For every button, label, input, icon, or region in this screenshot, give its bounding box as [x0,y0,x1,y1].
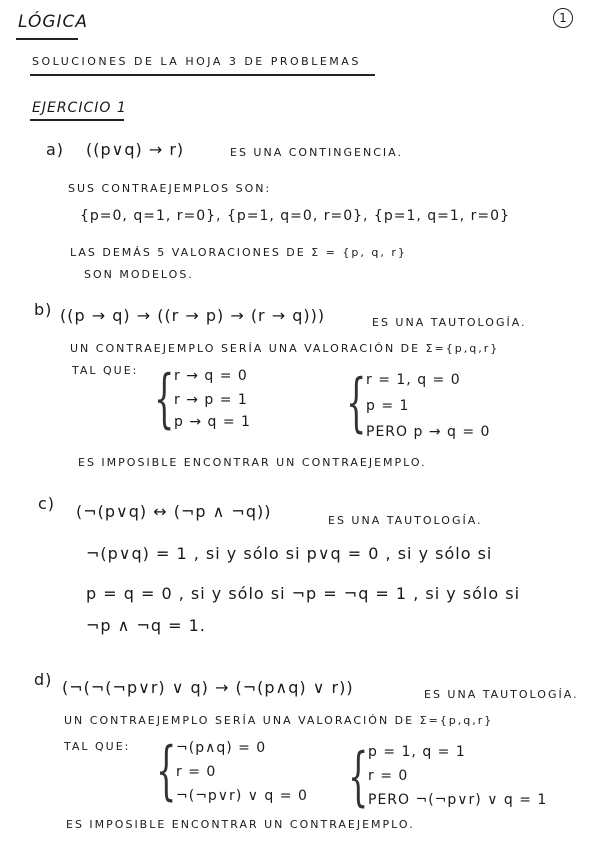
item-d-verdict: ES UNA TAUTOLOGÍA. [424,688,579,701]
item-a-label: a) [46,140,65,159]
item-c-label: c) [38,494,56,513]
item-b-verdict: ES UNA TAUTOLOGÍA. [372,316,527,329]
item-d-right-cond: r = 0 [368,768,409,784]
item-d-left-cond: r = 0 [176,764,217,780]
item-d-conclusion: ES IMPOSIBLE ENCONTRAR UN CONTRAEJEMPLO. [66,818,415,831]
item-a-remaining-valuations: LAS DEMÁS 5 VALORACIONES DE Σ = {p, q, r} [70,246,407,259]
item-b-counterexample-intro: UN CONTRAEJEMPLO SERÍA UNA VALORACIÓN DE Σ={p,q,r} [70,342,500,355]
item-b-conclusion: ES IMPOSIBLE ENCONTRAR UN CONTRAEJEMPLO. [78,456,427,469]
item-c-verdict: ES UNA TAUTOLOGÍA. [328,514,483,527]
item-d-left-cond: ¬(p∧q) = 0 [176,740,267,756]
item-d-formula: (¬(¬(¬p∨r) ∨ q) → (¬(p∧q) ∨ r)) [62,678,354,697]
item-d-left-brace: { [156,734,177,808]
item-a-models: SON MODELOS. [84,268,194,281]
item-a-counterexamples: {p=0, q=1, r=0}, {p=1, q=0, r=0}, {p=1, q=1, r=0} [80,208,510,224]
item-b-right-brace: { [346,366,367,440]
item-d-left-cond: ¬(¬p∨r) ∨ q = 0 [176,788,308,804]
item-b-left-brace: { [154,362,175,436]
subtitle-underline [30,74,375,76]
item-a-counterexamples-intro: SUS CONTRAEJEMPLOS SON: [68,182,272,195]
exercise-heading: EJERCICIO 1 [32,100,127,116]
item-b-formula: ((p → q) → ((r → p) → (r → q))) [60,306,326,325]
item-b-left-cond: p → q = 1 [174,414,251,430]
item-d-label: d) [34,670,53,689]
item-b-left-cond: r → p = 1 [174,392,248,408]
item-d-such-that: TAL QUE: [64,740,131,753]
page-title: LÓGICA [18,12,89,32]
item-d-right-cond: PERO ¬(¬p∨r) ∨ q = 1 [368,792,548,808]
exercise-underline [30,119,124,121]
item-b-right-cond: p = 1 [366,398,410,414]
sheet-subtitle: SOLUCIONES DE LA HOJA 3 DE PROBLEMAS [32,55,361,68]
item-a-formula: ((p∨q) → r) [86,140,185,159]
item-b-right-cond: r = 1, q = 0 [366,372,461,388]
item-c-formula: (¬(p∨q) ↔ (¬p ∧ ¬q)) [76,502,272,521]
item-a-verdict: ES UNA CONTINGENCIA. [230,146,403,159]
item-b-label: b) [34,300,53,319]
item-c-step-1: ¬(p∨q) = 1 , si y sólo si p∨q = 0 , si y sólo si [86,544,493,563]
item-c-step-3: ¬p ∧ ¬q = 1. [86,616,206,635]
item-d-right-brace: { [348,740,369,814]
item-b-left-cond: r → q = 0 [174,368,248,384]
item-b-right-cond: PERO p → q = 0 [366,424,491,440]
item-d-right-cond: p = 1, q = 1 [368,744,466,760]
title-underline [16,38,78,40]
item-d-counterexample-intro: UN CONTRAEJEMPLO SERÍA UNA VALORACIÓN DE Σ={p,q,r} [64,714,494,727]
page-number: 1 [553,8,573,28]
item-c-step-2: p = q = 0 , si y sólo si ¬p = ¬q = 1 , si y sólo si [86,584,521,603]
item-b-such-that: TAL QUE: [72,364,139,377]
